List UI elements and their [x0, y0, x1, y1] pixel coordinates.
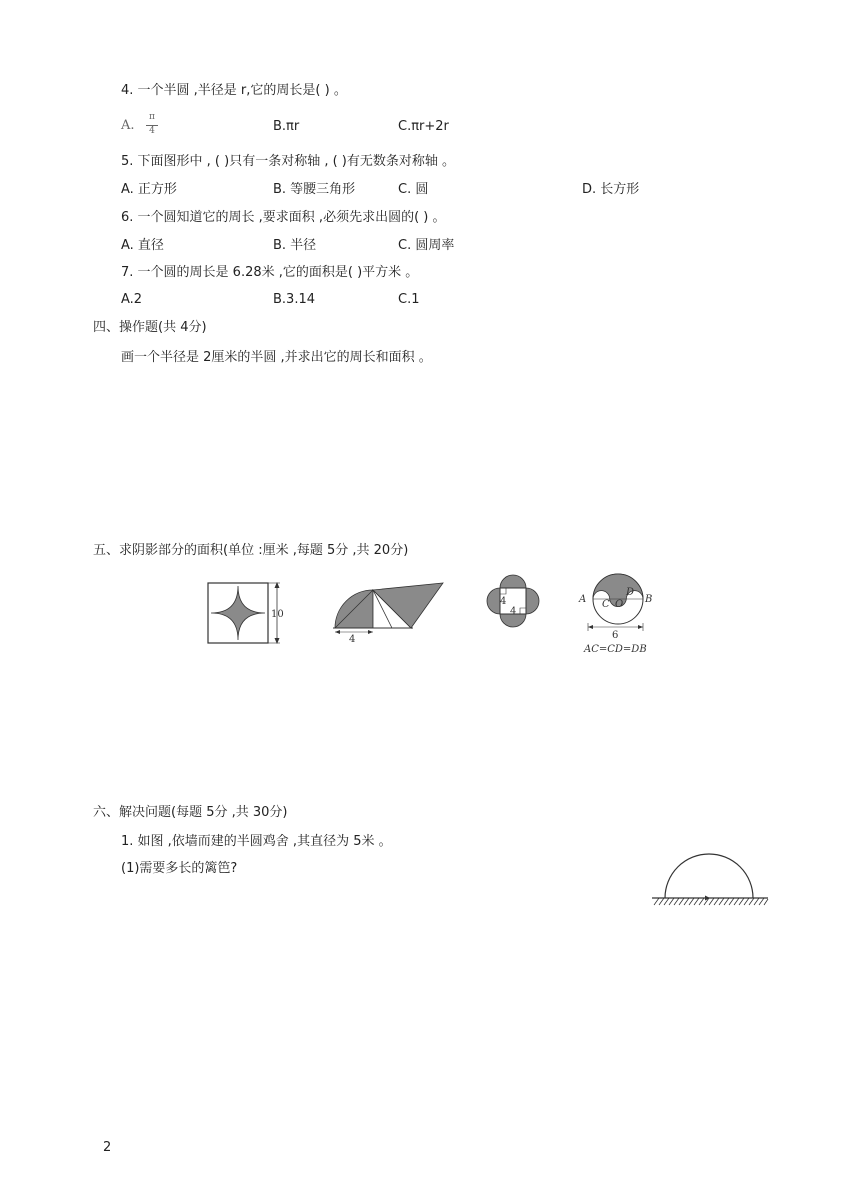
q7-option-a: A.2: [121, 292, 143, 307]
figure-circle-semicircles: [574, 568, 666, 656]
fig4-label-d: D: [626, 587, 635, 598]
page-number: 2: [103, 1140, 112, 1155]
q5-option-a: A. 正方形: [121, 182, 177, 197]
q7-option-b: B.3.14: [273, 292, 315, 307]
q4-option-c: C.πr+2r: [398, 119, 449, 134]
q7-option-c: C.1: [398, 292, 420, 307]
fig4-length: 6: [612, 630, 619, 641]
q4-option-b: B.πr: [273, 119, 300, 134]
wall-hatching: [654, 898, 768, 905]
fig4-label-b: B: [645, 594, 653, 605]
q4-stem: 4. 一个半圆 ,半径是 r,它的周长是( ) 。: [121, 83, 347, 98]
fig1-label-10: 10: [271, 609, 284, 620]
section5-heading: 五、求阴影部分的面积(单位 :厘米 ,每题 5分 ,共 20分): [93, 543, 409, 558]
q5-option-c: C. 圆: [398, 182, 429, 197]
fig4-label-c: C: [602, 599, 610, 610]
fig3-label-bottom: 4: [510, 606, 517, 617]
q4-option-a-denominator: 4: [149, 126, 155, 136]
fig2-label-4: 4: [349, 634, 356, 645]
fig4-label-a: A: [579, 594, 587, 605]
coop-arc: [665, 854, 753, 898]
q6-stem: 6. 一个圆知道它的周长 ,要求面积 ,必须先求出圆的( ) 。: [121, 210, 446, 225]
q6-option-a: A. 直径: [121, 238, 164, 253]
figure-square-four-semicircles: [478, 570, 548, 635]
figure-semicircle-coop: [648, 852, 773, 912]
figure-square-star: [205, 578, 290, 648]
section6-heading: 六、解决问题(每题 5分 ,共 30分): [93, 805, 288, 820]
q6-option-b: B. 半径: [273, 238, 317, 253]
fig4-caption: AC=CD=DB: [584, 644, 647, 655]
q4-option-a-numerator: π: [149, 112, 155, 122]
section6-q1-sub1: (1)需要多长的篱笆?: [121, 861, 238, 876]
fig4-label-o: O: [615, 599, 624, 610]
q5-stem: 5. 下面图形中 , ( )只有一条对称轴 , ( )有无数条对称轴 。: [121, 154, 456, 169]
q4-option-a-letter: A.: [121, 118, 135, 133]
q5-option-d: D. 长方形: [582, 182, 640, 197]
section6-q1-stem: 1. 如图 ,依墙而建的半圆鸡舍 ,其直径为 5米 。: [121, 834, 392, 849]
section4-heading: 四、操作题(共 4分): [93, 320, 207, 335]
q5-option-b: B. 等腰三角形: [273, 182, 356, 197]
q4-option-a-fraction: [146, 112, 158, 140]
section4-task: 画一个半径是 2厘米的半圆 ,并求出它的周长和面积 。: [121, 350, 432, 365]
q6-option-c: C. 圆周率: [398, 238, 455, 253]
q7-stem: 7. 一个圆的周长是 6.28米 ,它的面积是( )平方米 。: [121, 265, 419, 280]
fig3-label-left: 4: [500, 596, 507, 607]
figure-semicircle-parallelogram: [330, 578, 450, 643]
